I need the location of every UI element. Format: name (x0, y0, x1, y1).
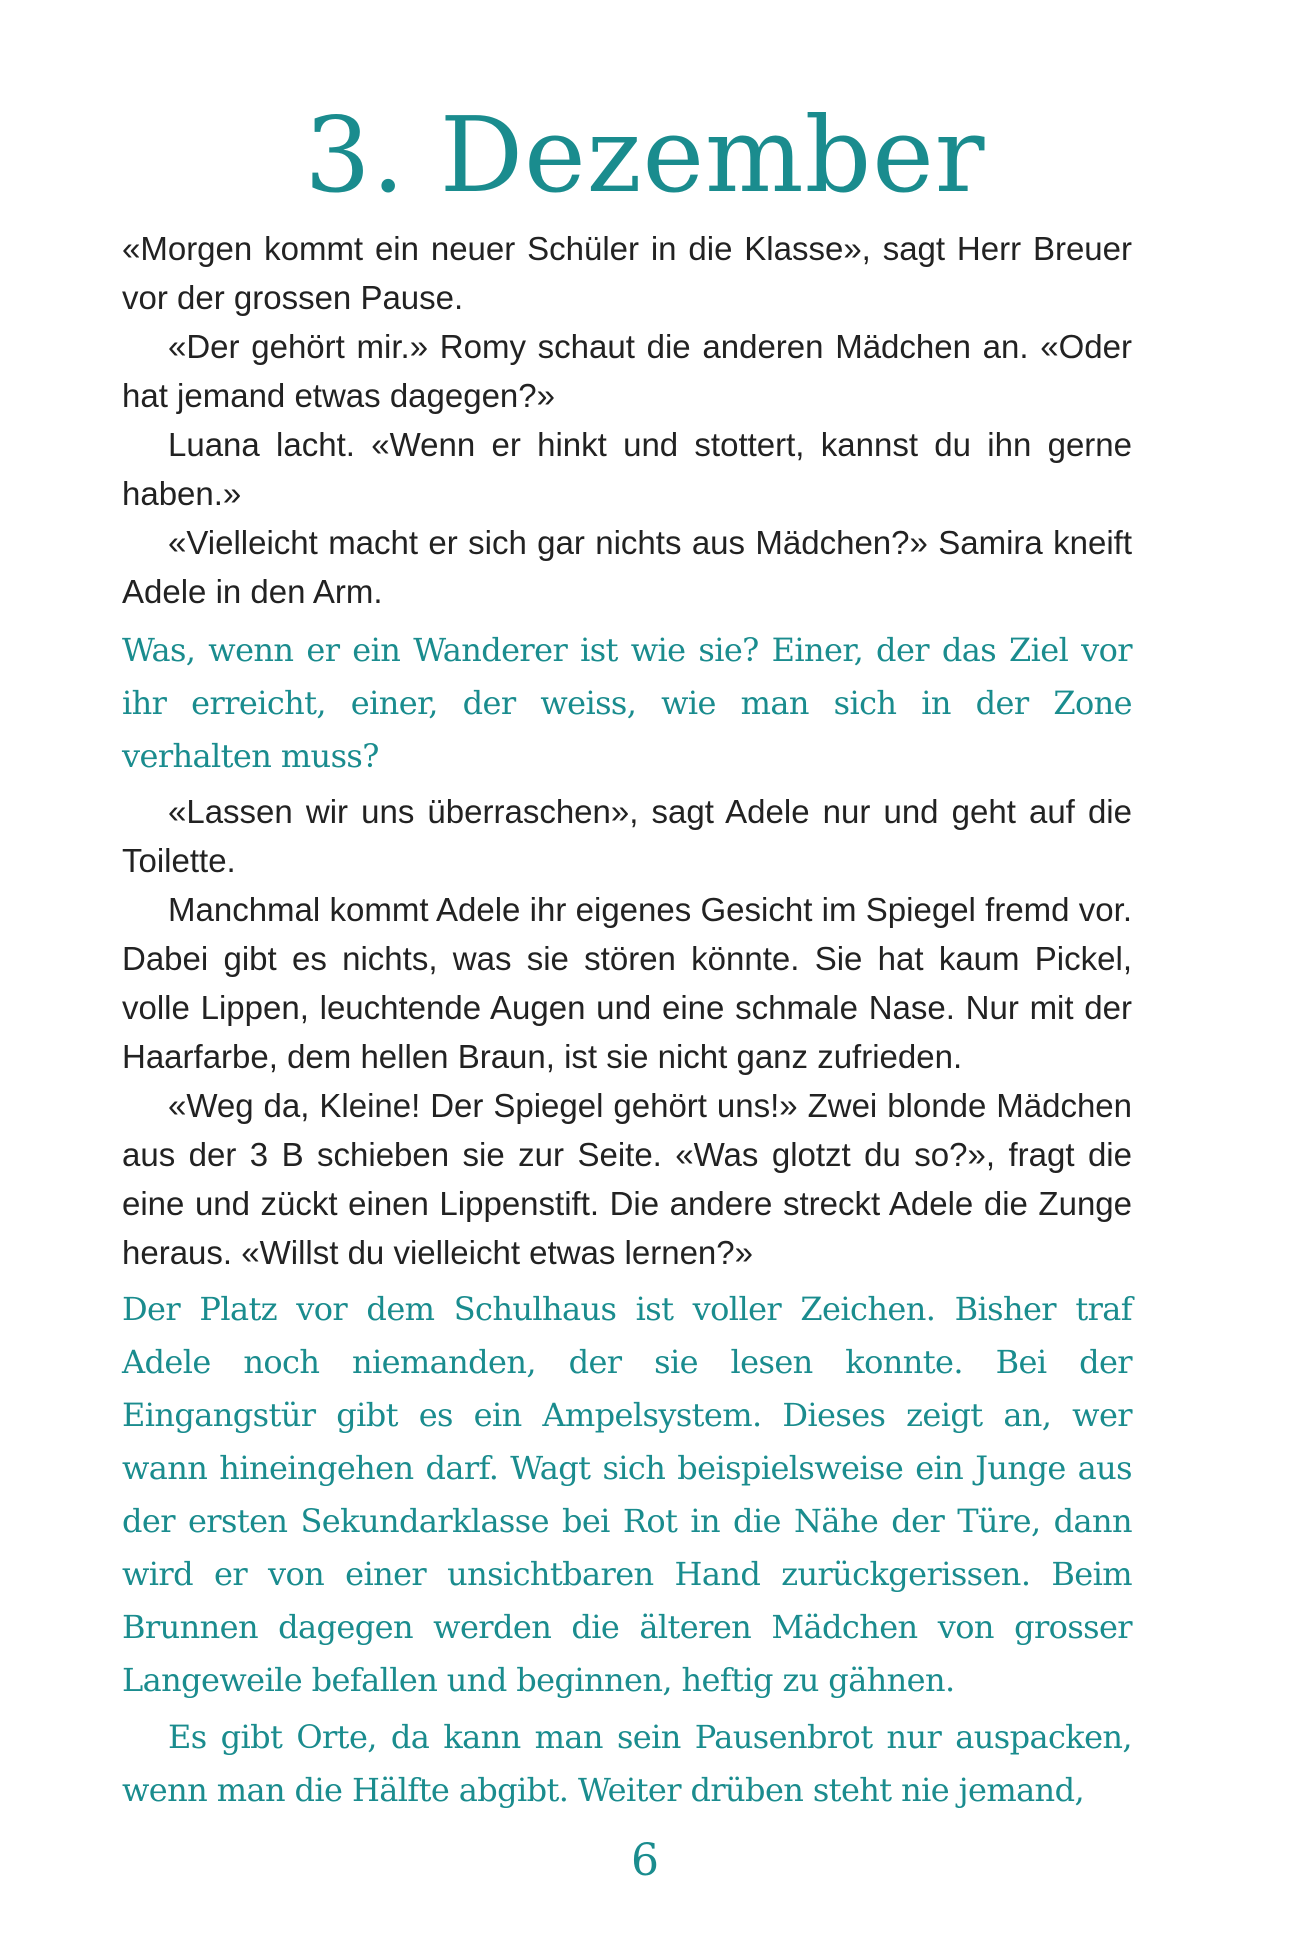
paragraph-10-highlight: Es gibt Orte, da kann man sein Pausenbrot nur auspacken, wenn man die Hälfte abgibt. Weiter drüben steht nie jemand, (122, 1718, 1132, 1809)
body-text (122, 224, 1132, 1817)
paragraph-8: «Weg da, Kleine! Der Spiegel gehört uns!» Zwei blonde Mädchen aus der 3 B schieben sie zur Seite. «Was glotzt du so?», fragt die eine und zückt einen Lippenstift. Die andere streckt Adele die Zunge heraus. «Willst du vielleicht etwas lernen?» (122, 1087, 1132, 1271)
paragraph-4: «Vielleicht macht er sich gar nichts aus Mädchen?» Samira kneift Adele in den Arm. (122, 524, 1132, 610)
paragraph-7: Manchmal kommt Adele ihr eigenes Gesicht im Spiegel fremd vor. Dabei gibt es nichts, was sie stören könnte. Sie hat kaum Pickel, volle Lippen, leuchtende Augen und eine schmale Nase. Nur mit der Haarfarbe, dem hellen Braun, ist sie nicht ganz zufrieden. (122, 891, 1132, 1075)
paragraph-3: Luana lacht. «Wenn er hinkt und stottert, kannst du ihn gerne haben.» (122, 426, 1132, 512)
paragraph-9-highlight: Der Platz vor dem Schulhaus ist voller Zeichen. Bisher traf Adele noch niemanden, der sie lesen konnte. Bei der Eingangstür gibt es ein Ampelsystem. Dieses zeigt an, wer wann hineingehen darf. Wagt sich beispielsweise ein Junge aus der ersten Sekundarklasse bei Rot in die Nähe der Türe, dann wird er von einer unsichtbaren Hand zurückgerissen. Beim Brunnen dagegen werden die älteren Mädchen von grosser Langeweile befallen und beginnen, heftig zu gähnen. (122, 1290, 1132, 1699)
paragraph-2: «Der gehört mir.» Romy schaut die anderen Mädchen an. «Oder hat jemand etwas dagegen?» (122, 328, 1132, 414)
paragraph-5-highlight: Was, wenn er ein Wanderer ist wie sie? Einer, der das Ziel vor ihr erreicht, einer, der weiss, wie man sich in der Zone verhalten muss? (122, 631, 1132, 775)
chapter-title: 3. Dezember (304, 94, 986, 216)
paragraph-6: «Lassen wir uns überraschen», sagt Adele nur und geht auf die Toilette. (122, 793, 1132, 879)
paragraph-1: «Morgen kommt ein neuer Schüler in die Klasse», sagt Herr Breuer vor der grossen Pause. (122, 230, 1132, 316)
page-number: 6 (631, 1835, 659, 1886)
